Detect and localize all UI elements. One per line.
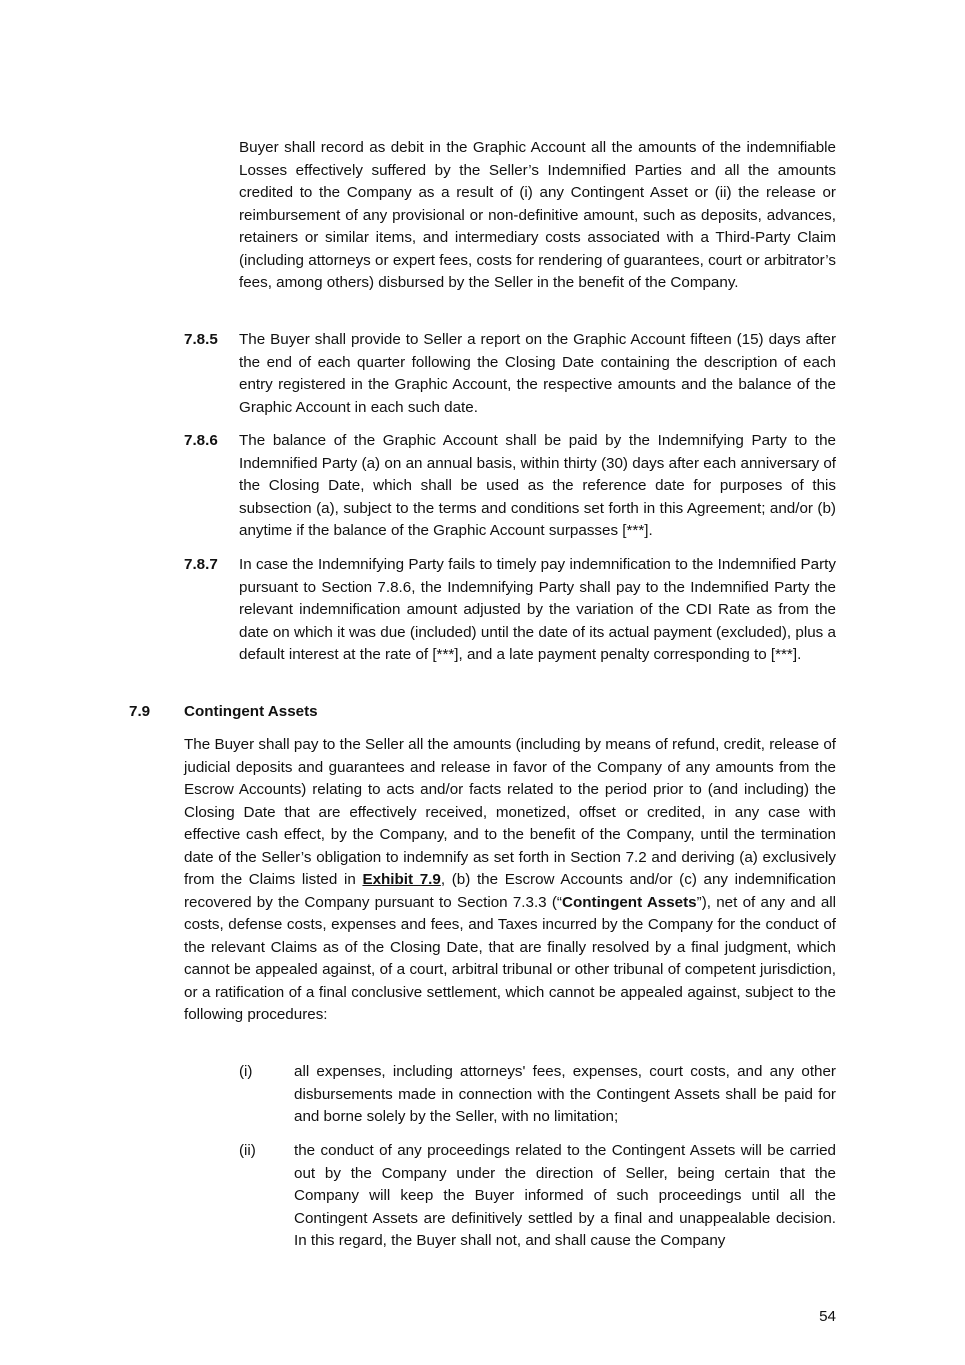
procedure-i-block <box>294 1061 836 1129</box>
section-7-8-6-text: The balance of the Graphic Account shall be paid by the Indemnifying Party to the Indemnified Party (a) on an annual basis, within thirty (30) days after each anniversary of the Closing Date, which shall be used as the reference date for purposes of this subsection (a), subject to the terms and conditions set forth in this Agreement; and/or (b) anytime if the balance of the Graphic Account surpasses [***]. <box>239 432 836 539</box>
procedure-label-ii: (ii) <box>239 1142 256 1159</box>
section-7-8-6-block <box>239 430 836 543</box>
section-7-9-text-part3: ”), net of any and all costs, defense costs, expenses and fees, and Taxes incurred by the Company for the conduct of the relevant Claims as of the Closing Date, that are finally resolved by a final judgment, which cannot be appealed against, of a court, arbitral tribunal or other tribunal of competent jurisdiction, or a ratification of a final conclusive settlement, which cannot be appealed against, subject to the following procedures: <box>184 893 837 1023</box>
section-number-7-9: 7.9 <box>129 703 151 720</box>
exhibit-7-9-link[interactable]: Exhibit 7.9 <box>362 871 441 888</box>
page-number: 54 <box>819 1308 836 1325</box>
section-number-7-8-7: 7.8.7 <box>184 556 218 573</box>
procedure-ii-block <box>294 1140 836 1253</box>
section-7-9-title: Contingent Assets <box>184 703 318 720</box>
section-7-9-text <box>184 734 836 1027</box>
procedure-i-text: all expenses, including attorneys' fees, expenses, court costs, and any other disbursements made in connection with the Contingent Assets shall be paid for and borne solely by the Seller, with no limitation; <box>294 1063 836 1125</box>
section-number-7-8-5: 7.8.5 <box>184 331 218 348</box>
procedure-label-i: (i) <box>239 1063 253 1080</box>
section-7-9-text-part2: , (b) the Escrow Accounts and/or (c) any indemnification recovered by the Company pursuant to Section 7.3.3 (“ <box>184 871 836 911</box>
section-7-9-block <box>184 734 836 1027</box>
section-7-8-7-block <box>239 554 836 667</box>
section-7-8-5-block <box>239 329 836 419</box>
defined-term-contingent-assets: Contingent Assets <box>562 893 697 911</box>
section-7-8-7-text: In case the Indemnifying Party fails to timely pay indemnification to the Indemnified Party pursuant to Section 7.8.6, the Indemnifying Party shall pay to the Indemnified Party the relevant indemnification amount adjusted by the variation of the CDI Rate as from the date on which it was due (included) until the date of its actual payment (excluded), plus a default interest at the rate of [***], and a late payment penalty corresponding to [***]. <box>239 556 836 663</box>
section-number-7-8-6: 7.8.6 <box>184 432 218 449</box>
procedure-ii-text: the conduct of any proceedings related to the Contingent Assets will be carried out by the Company under the direction of Seller, being certain that the Company will keep the Buyer informed of such proceedings until all the Contingent Assets are definitively settled by a final and unappealable decision. In this regard, the Buyer shall not, and shall cause the Company <box>294 1142 836 1249</box>
section-7-9-text-part1: The Buyer shall pay to the Seller all the amounts (including by means of refund, credit, release of judicial deposits and guarantees and release in favor of the Company of any amounts from the Escrow Accounts) relating to acts and/or facts related to the period prior to (and including) the Closing Date that are effectively received, monetized, offset or credited, in any case with effective cash effect, by the Company, and to the benefit of the Company, until the termination date of the Seller’s obligation to indemnify as set forth in Section 7.2 and deriving (a) exclusively from the Claims listed in <box>184 736 836 888</box>
section-7-8-5-text: The Buyer shall provide to Seller a report on the Graphic Account fifteen (15) days after the end of each quarter following the Closing Date containing the description of each entry registered in the Graphic Account, the respective amounts and the balance of the Graphic Account in each such date. <box>239 331 836 416</box>
intro-paragraph: Buyer shall record as debit in the Graphic Account all the amounts of the indemnifiable Losses effectively suffered by the Seller’s Indemnified Parties and all the amounts credited to the Company as a result of (i) any Contingent Asset or (ii) the release or reimbursement of any provisional or non-definitive amount, such as deposits, advances, retainers or similar items, and intermediary costs associated with a Third-Party Claim (including attorneys or expert fees, costs for rendering of guarantees, court or arbitrator’s fees, among others) disbursed by the Seller in the benefit of the Company. <box>239 139 836 291</box>
intro-paragraph-block <box>239 137 836 295</box>
